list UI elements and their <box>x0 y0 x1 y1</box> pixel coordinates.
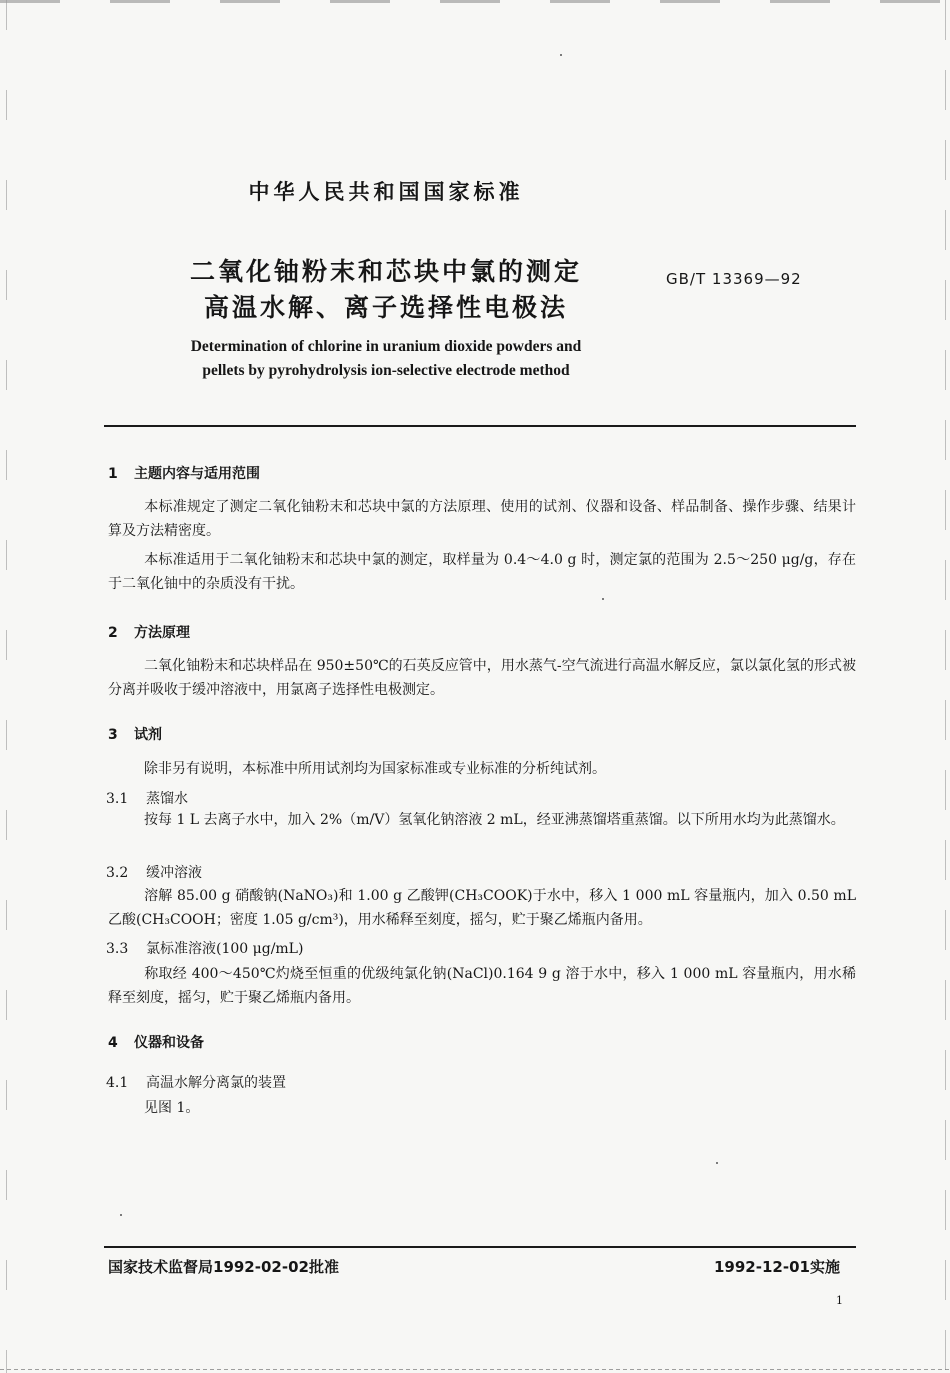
subsection-3-1-heading <box>106 788 188 808</box>
section-1-paragraph-2 <box>108 548 856 596</box>
subsection-title: 蒸馏水 <box>146 791 188 807</box>
paragraph-text: 溶解 85.00 g 硝酸钠(NaNO₃)和 1.00 g 乙酸钾(CH₃COOK)于水中，移入 1 000 mL 容量瓶内，加入 0.50 mL 乙酸(CH₃COOH；密度 1.05 g/cm³)，用水稀释至刻度，摇匀，贮于聚乙烯瓶内备用。 <box>108 888 856 928</box>
scan-speck <box>602 598 604 600</box>
section-4-heading <box>108 1032 204 1052</box>
section-1-heading <box>108 463 260 483</box>
section-title: 试剂 <box>134 727 162 743</box>
paragraph-text: 按每 1 L 去离子水中，加入 2%（m/V）氢氧化钠溶液 2 mL，经亚沸蒸馏塔重蒸馏。以下所用水均为此蒸馏水。 <box>144 812 845 828</box>
standard-type: 中华人民共和国国家标准 <box>248 180 524 204</box>
scan-edge-right <box>945 0 946 1373</box>
subsection-4-1-heading <box>106 1072 286 1092</box>
subsection-3-3-text <box>108 962 856 1010</box>
subsection-title: 高温水解分离氯的装置 <box>146 1075 286 1091</box>
section-3-paragraph-1 <box>108 757 856 781</box>
subsection-number: 3.1 <box>106 791 129 807</box>
standard-code: GB/T 13369—92 <box>666 270 802 288</box>
scan-speck <box>716 1162 718 1164</box>
paragraph-text: 本标准规定了测定二氧化铀粉末和芯块中氯的方法原理、使用的试剂、仪器和设备、样品制备、操作步骤、结果计算及方法精密度。 <box>108 499 856 539</box>
subsection-title: 缓冲溶液 <box>146 865 202 881</box>
title-line-2: 高温水解、离子选择性电极法 <box>203 293 568 322</box>
scan-edge-top <box>0 0 950 3</box>
section-number: 3 <box>108 727 118 743</box>
header-divider <box>104 425 856 427</box>
subsection-3-3-heading <box>106 938 303 958</box>
approval-issuer: 国家技术监督局1992-02-02批准 <box>108 1258 339 1276</box>
scan-edge-bottom <box>0 1369 950 1370</box>
section-number: 4 <box>108 1035 118 1051</box>
subsection-number: 4.1 <box>106 1075 129 1091</box>
scan-speck <box>120 1214 122 1216</box>
title-line-1: 二氧化铀粉末和芯块中氯的测定 <box>189 257 582 286</box>
page-number: 1 <box>836 1294 843 1307</box>
footer-divider <box>104 1246 856 1248</box>
subsection-title: 氯标准溶液(100 μg/mL) <box>146 941 304 957</box>
paragraph-text: 称取经 400～450℃灼烧至恒重的优级纯氯化钠(NaCl)0.164 9 g 溶于水中，移入 1 000 mL 容量瓶内，用水稀释至刻度，摇匀，贮于聚乙烯瓶内备用。 <box>108 966 856 1006</box>
subsection-3-2-heading <box>106 862 202 882</box>
subsection-number: 3.2 <box>106 865 129 881</box>
subsection-3-1-text <box>108 808 856 832</box>
section-title: 仪器和设备 <box>134 1035 204 1051</box>
scan-speck <box>560 54 562 56</box>
paragraph-text: 二氧化铀粉末和芯块样品在 950±50℃的石英反应管中，用水蒸气-空气流进行高温水解反应，氯以氯化氢的形式被分离并吸收于缓冲溶液中，用氯离子选择性电极测定。 <box>108 658 856 698</box>
section-1-paragraph-1 <box>108 495 856 543</box>
section-3-heading <box>108 724 162 744</box>
section-title: 方法原理 <box>134 625 190 641</box>
section-number: 2 <box>108 625 118 641</box>
english-title-line-1: Determination of chlorine in uranium dioxide powders and <box>190 338 582 355</box>
section-2-heading <box>108 622 190 642</box>
subsection-number: 3.3 <box>106 941 129 957</box>
paragraph-text: 除非另有说明，本标准中所用试剂均为国家标准或专业标准的分析纯试剂。 <box>144 761 606 777</box>
paragraph-text: 本标准适用于二氧化铀粉末和芯块中氯的测定，取样量为 0.4～4.0 g 时，测定氯的范围为 2.5～250 μg/g，存在于二氧化铀中的杂质没有干扰。 <box>108 552 856 592</box>
subsection-3-2-text <box>108 884 856 932</box>
effective-date: 1992-12-01实施 <box>714 1258 840 1276</box>
section-number: 1 <box>108 466 118 482</box>
subsection-4-1-text: 见图 1。 <box>144 1100 200 1116</box>
section-title: 主题内容与适用范围 <box>134 466 260 482</box>
english-title-line-2: pellets by pyrohydrolysis ion-selective electrode method <box>202 362 570 379</box>
section-2-paragraph-1 <box>108 654 856 702</box>
